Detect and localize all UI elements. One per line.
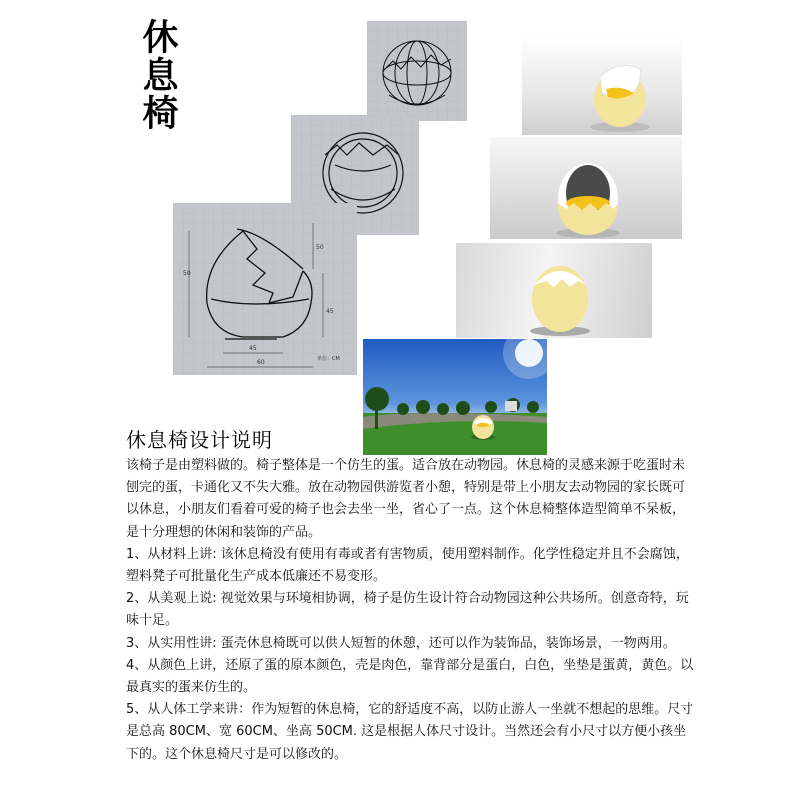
section-heading: 休息椅设计说明 [126,428,273,452]
dim-label: 45 [326,308,334,315]
paragraph-aesthetics: 2、从美观上说: 视觉效果与环境相协调，椅子是仿生设计符合动物园这种公共场所。创意奇特，玩味十足。 [126,591,689,629]
wireframe-perspective-view [367,21,467,121]
page-title: 休息椅 [137,18,178,132]
render-egg-chair-front [490,137,682,239]
wireframe-side-view-dimensions [173,203,357,375]
design-description [126,455,696,766]
dim-label: 60 [257,359,265,366]
paragraph-color: 4、从颜色上讲，还原了蛋的原本颜色，壳是肉色，靠背部分是蛋白，白色，坐垫是蛋黄，黄色。以最真实的蛋来仿生的。 [126,657,694,696]
render-egg-chair-closed [456,243,652,338]
photo-park-scene [363,339,547,455]
paragraph-ergonomics: 5、从人体工学来讲：作为短暂的休息椅，它的舒适度不高，以防止游人一坐就不想起的思维。尺寸是总高 80CM、宽 60CM、坐高 50CM. 这是根据人体尺寸设计。当然还会有小尺寸以方便小孩坐下的。这个休息椅尺寸是可以修改的。 [126,702,694,762]
paragraph-material: 1、从材料上讲: 该休息椅没有使用有毒或者有害物质，使用塑料制作。化学性稳定并且不会腐蚀，塑料凳子可批量化生产成本低廉还不易变形。 [126,546,689,585]
unit-label: 单位：CM [317,356,340,362]
dim-label: 45 [249,345,257,352]
dim-label: 50 [183,270,191,277]
paragraph-practicality: 3、从实用性讲: 蛋壳休息椅既可以供人短暂的休憩，还可以作为装饰品，装饰场景，一物两用。 [126,635,676,651]
dim-label: 50 [316,244,324,251]
paragraph-intro: 该椅子是由塑料做的。椅子整体是一个仿生的蛋。适合放在动物园。休息椅的灵感来源于吃蛋时未刨完的蛋，卡通化又不失大雅。放在动物园供游览者小憩，特别是带上小朋友去动物园的家长既可以休息，小朋友们看着可爱的椅子也会去坐一坐，省心了一点。这个休息椅整体造型简单不呆板，是十分理想的休闲和装饰的产品。 [126,458,686,540]
render-egg-chair-angled [522,37,682,135]
